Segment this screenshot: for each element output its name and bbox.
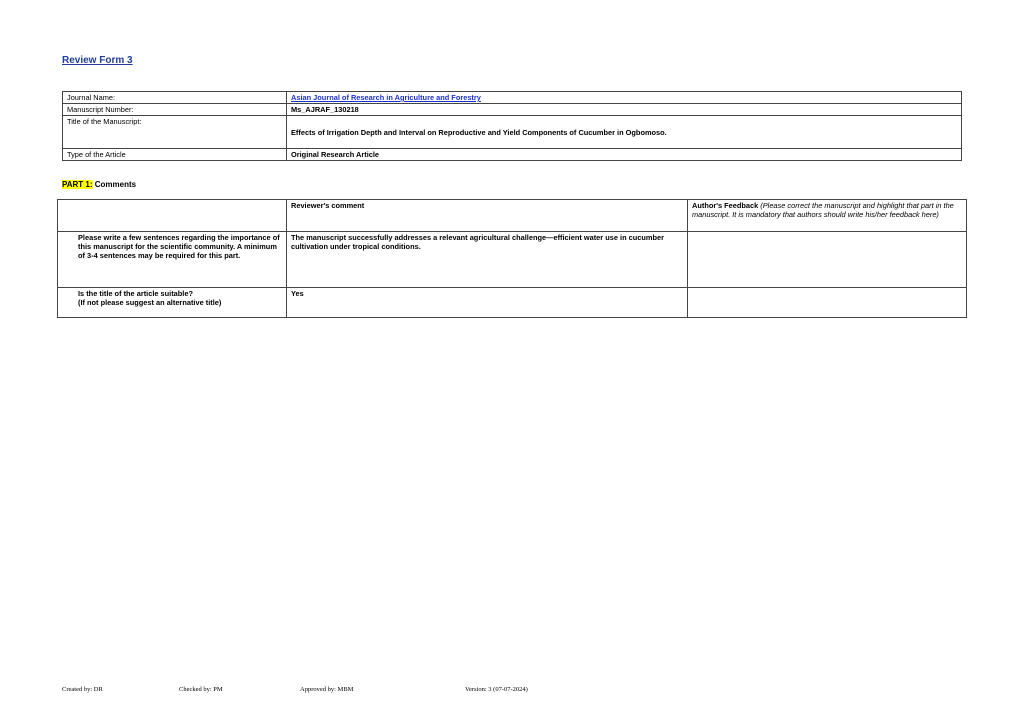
comments-row-title	[58, 288, 967, 318]
author-feedback-header	[688, 200, 967, 232]
footer-version: Version: 3 (07-07-2024)	[465, 686, 528, 693]
question-title-suitable: Is the title of the article suitable? (If not please suggest an alternative title)	[58, 288, 287, 318]
part1-heading	[62, 180, 136, 189]
article-type-label: Type of the Article	[63, 149, 287, 161]
footer-created-by: Created by: DR	[62, 686, 103, 693]
journal-name-row	[63, 92, 962, 104]
article-type-row	[63, 149, 962, 161]
footer-checked-by: Checked by: PM	[179, 686, 223, 693]
comments-header-row	[58, 200, 967, 232]
author-feedback-title-row[interactable]	[688, 288, 967, 318]
question-importance: Please write a few sentences regarding the importance of this manuscript for the scientific community. A minimum of 3-4 sentences may be required for this part.	[58, 232, 287, 288]
manuscript-title-label: Title of the Manuscript:	[63, 116, 287, 149]
reviewer-comment-title[interactable]: Yes	[287, 288, 688, 318]
form-title: Review Form 3	[62, 55, 133, 66]
journal-name-link[interactable]: Asian Journal of Research in Agriculture and Forestry	[291, 93, 481, 102]
reviewer-comment-importance[interactable]: The manuscript successfully addresses a relevant agricultural challenge—efficient water use in cucumber cultivation under tropical conditions.	[287, 232, 688, 288]
manuscript-number-label: Manuscript Number:	[63, 104, 287, 116]
author-feedback-title: Author's Feedback	[692, 201, 759, 210]
author-feedback-importance[interactable]	[688, 232, 967, 288]
reviewer-comment-header: Reviewer's comment	[287, 200, 688, 232]
author-feedback-instructions: (Please correct the manuscript and highlight that part in the manuscript. It is mandatory that authors should write his/her feedback here)	[692, 201, 954, 219]
manuscript-number-row	[63, 104, 962, 116]
manuscript-title-row	[63, 116, 962, 149]
manuscript-number-value: Ms_AJRAF_130218	[287, 104, 962, 116]
part1-heading-highlight: PART 1:	[62, 180, 93, 189]
manuscript-title-value: Effects of Irrigation Depth and Interval on Reproductive and Yield Components of Cucumber in Ogbomoso.	[287, 116, 962, 149]
manuscript-info-table	[62, 91, 962, 161]
comments-row-importance	[58, 232, 967, 288]
article-type-value: Original Research Article	[287, 149, 962, 161]
journal-name-label: Journal Name:	[63, 92, 287, 104]
footer-approved-by: Approved by: MBM	[300, 686, 354, 693]
question-header-cell	[58, 200, 287, 232]
journal-name-value	[287, 92, 962, 104]
part1-heading-text: Comments	[92, 180, 137, 189]
comments-table	[57, 199, 967, 318]
